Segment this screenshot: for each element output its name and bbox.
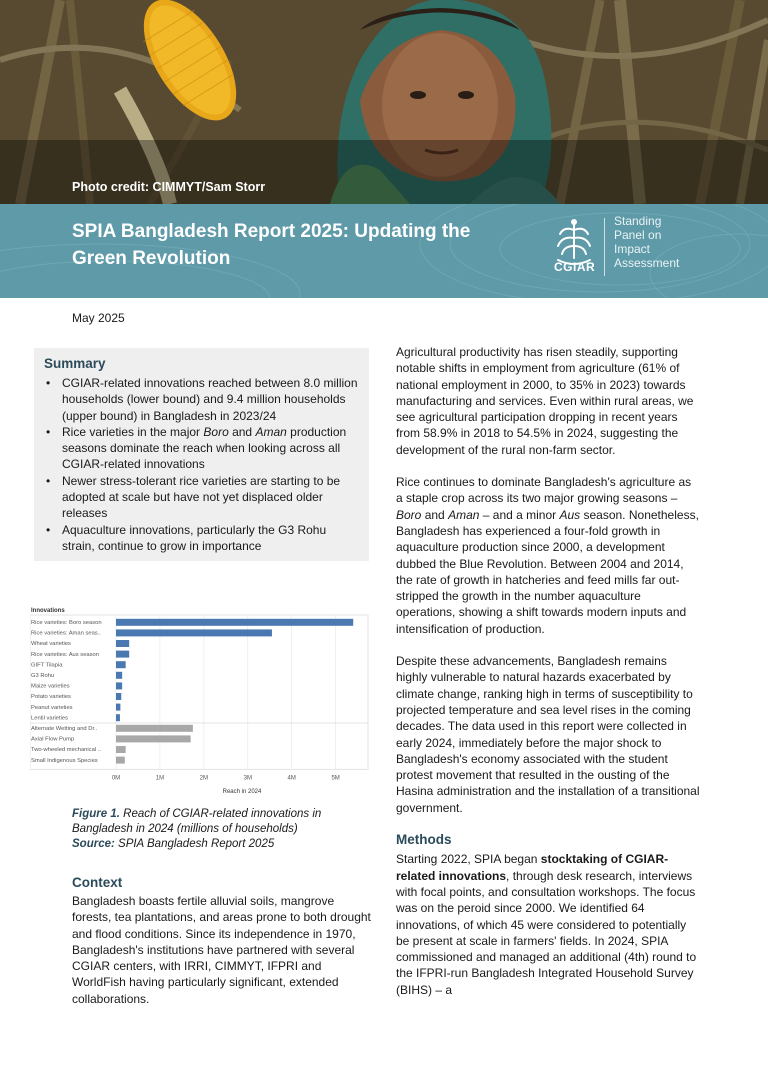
chart-category-label: Axial Flow Pump	[31, 736, 75, 743]
summary-bullet: • Newer stress-tolerant rice varieties are starting to be adopted at scale but have not yet displaced older releases	[44, 473, 359, 522]
chart-x-tick-label: 2M	[199, 775, 209, 782]
text-span: and	[421, 507, 449, 522]
paragraph-methods	[396, 851, 700, 998]
chart-bar	[116, 672, 122, 679]
chart-category-header: Innovations	[31, 608, 65, 614]
context-paragraph: Bangladesh boasts fertile alluvial soils, mangrove forests, tea plantations, and areas prone to both drought and flood conditions. Since its independence in 1970, Bangladesh's institutions have partnered with several CGIAR centers, with IRRI, CIMMYT, IFPRI and WorldFish having particularly significant, extended collaborations.	[72, 894, 371, 1006]
chart-category-label: Lentil varieties	[31, 715, 69, 722]
chart-category-label: G3 Rohu	[31, 673, 55, 679]
chart-bar	[116, 725, 193, 732]
text-bold: stocktaking of CGIAR-related innovations	[396, 852, 669, 883]
text-span: Starting 2022, SPIA began	[396, 852, 541, 867]
chart-category-label: Two-wheeled mechanical ..	[31, 747, 101, 754]
chart-category-label: Rice varieties: Aman seas..	[31, 630, 101, 637]
spia-line: Panel on	[614, 228, 662, 242]
chart-bar	[116, 704, 120, 711]
chart-bar	[116, 640, 129, 647]
figure-label: Figure 1.	[72, 808, 120, 820]
spia-line: Assessment	[614, 256, 680, 270]
text-span: – and a minor	[479, 507, 560, 522]
chart-category-label: Small Indigenous Species	[31, 757, 98, 764]
hero-illustration	[0, 0, 768, 204]
chart-x-tick-label: 1M	[155, 775, 165, 782]
summary-list	[44, 375, 359, 554]
summary-bullet: • Aquaculture innovations, particularly the G3 Rohu strain, continue to grow in importance	[44, 522, 359, 555]
chart-bar	[116, 651, 129, 658]
report-date: May 2025	[72, 311, 125, 325]
chart-bar	[116, 693, 121, 700]
figure-caption	[72, 807, 362, 852]
summary-bullet: • Rice varieties in the major Boro and Aman production seasons dominate the reach when looking across all CGIAR-related innovations	[44, 424, 359, 473]
paragraph-vulnerability: Despite these advancements, Bangladesh remains highly vulnerable to natural hazards exacerbated by climate change, ranking high in terms of susceptibility to projected temperature and sea level rises in the coming decades. The data used in this report were collected in early 2024, immediately before the major shock to Bangladesh's economy associated with the student protest movement that resulted in the ousting of the Hasina administration and the installation of a transitional government.	[396, 654, 700, 815]
cgiar-logo-icon	[550, 216, 598, 286]
text-span: Rice continues to dominate Bangladesh's agriculture as a staple crop across its two major growing seasons –	[396, 475, 692, 506]
chart-category-label: Rice varieties: Boro season	[31, 620, 102, 626]
chart-x-tick-label: 4M	[287, 775, 296, 782]
figure-text: Reach of CGIAR-related innovations in Bangladesh in 2024 (millions of households)	[72, 808, 322, 835]
chart-bar	[116, 735, 191, 742]
summary-box	[34, 348, 369, 561]
chart-bar	[116, 714, 120, 721]
summary-heading: Summary	[44, 356, 106, 371]
chart-category-label: Alternate Wetting and Dr..	[31, 726, 98, 732]
spia-name	[614, 214, 679, 270]
reach-bar-chart	[30, 604, 370, 798]
cgiar-wordmark: CGIAR	[554, 260, 596, 274]
chart-bar	[116, 746, 126, 753]
chart-category-label: Rice varieties: Aus season	[31, 651, 99, 658]
chart-category-label: Wheat varieties	[31, 641, 71, 648]
report-title: SPIA Bangladesh Report 2025: Updating the Green Revolution	[72, 221, 471, 269]
chart-category-label: Peanut varieties	[31, 704, 73, 711]
hero-photo	[0, 0, 768, 204]
chart-x-tick-label: 0M	[111, 775, 121, 782]
chart-x-tick-label: 5M	[331, 775, 340, 782]
context-heading: Context	[72, 875, 123, 890]
chart-bar	[116, 629, 272, 636]
methods-heading: Methods	[396, 832, 452, 848]
chart-category-label: Potato varieties	[31, 694, 71, 701]
paragraph-rice	[396, 474, 700, 637]
title-band	[0, 204, 768, 298]
spia-line: Impact	[614, 242, 651, 256]
text-italic: Aus	[559, 507, 581, 522]
text-span: , through desk research, interviews with focal points, and consultation workshops. The focus was on the peroid since 2000. We identified 64 innovations, of which 45 were considered to potentially be present at scale in farmers' fields. In 2024, SPIA commissioned and managed an additional (4th) round to the IFPRI-run Bangladesh Integrated Household Survey (BIHS) – a	[396, 868, 697, 997]
text-italic: Aman	[448, 507, 480, 522]
chart-category-label: Maize varieties	[31, 683, 70, 690]
text-italic: Boro	[396, 507, 422, 522]
chart-bar	[116, 661, 126, 668]
source-text: SPIA Bangladesh Report 2025	[114, 838, 275, 850]
spia-line: Standing	[614, 214, 662, 228]
chart-bar	[116, 757, 125, 764]
summary-bullet: • CGIAR-related innovations reached between 8.0 million households (lower bound) and 9.4 million households (upper bound) in Bangladesh in 2023/24	[44, 375, 359, 424]
right-column	[396, 344, 700, 1014]
chart-bar	[116, 682, 122, 689]
chart-x-tick-label: 3M	[243, 775, 252, 782]
paragraph-productivity: Agricultural productivity has risen steadily, supporting notable shifts in employment from agriculture (61% of national employment in 2000, to 35% in 2023) towards manufacturing and services. Even within rural areas, we see agricultural participation dropping in recent years from 58.9% in 2018 to 54.5% in 2024, suggesting the development of the rural non-farm sector.	[396, 345, 694, 457]
chart-x-axis-label: Reach in 2024	[222, 789, 262, 795]
chart-category-label: GIFT Tilapia	[31, 662, 63, 669]
source-label: Source:	[72, 838, 115, 850]
photo-credit: Photo credit: CIMMYT/Sam Storr	[72, 180, 266, 194]
chart-bar	[116, 619, 353, 626]
logo-divider	[604, 218, 605, 276]
text-span: season. Nonetheless, Bangladesh has experienced a four-fold growth in aquaculture production since 2000, a development dubbed the Blue Revolution. Between 2004 and 2014, the rate of growth in hatcheries and feed mills far out-stripped the growth in the number aquaculture operations, showing a shift towards modern inputs and intensification of production.	[396, 507, 699, 636]
